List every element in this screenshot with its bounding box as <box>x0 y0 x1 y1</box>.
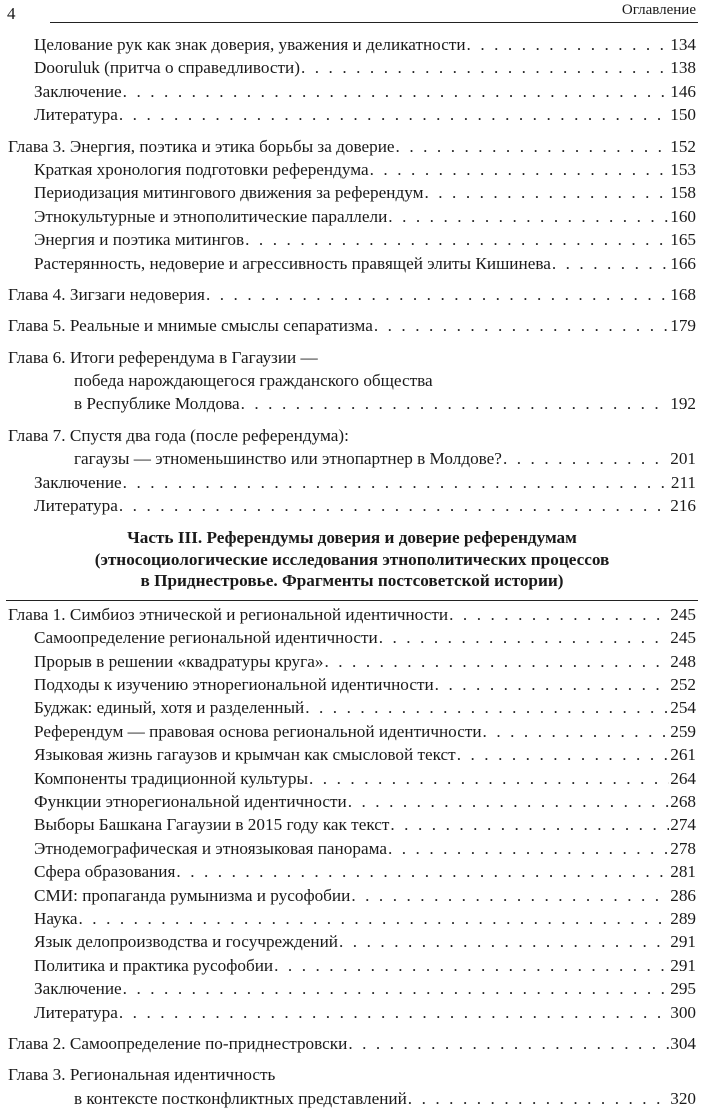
toc-entry[interactable] <box>0 56 704 79</box>
toc-entry-page: 165 <box>670 230 696 250</box>
toc-entry-title: Заключение <box>34 979 122 999</box>
table-of-contents <box>0 33 704 1110</box>
toc-entry[interactable] <box>0 720 704 743</box>
toc-entry[interactable] <box>0 743 704 766</box>
toc-entry[interactable] <box>0 977 704 1000</box>
toc-entry[interactable] <box>0 813 704 836</box>
leader-dots <box>449 603 669 626</box>
toc-entry-page: 138 <box>670 58 696 78</box>
toc-entry-title: Язык делопроизводства и госучреждений <box>34 932 339 952</box>
toc-entry-title: Энергия и поэтика митингов <box>34 230 245 250</box>
toc-entry-title: Референдум — правовая основа региональной идентичности <box>34 721 482 741</box>
toc-entry-page: 252 <box>670 675 696 695</box>
leader-dots <box>388 837 669 860</box>
toc-entry-page: 278 <box>670 838 696 858</box>
toc-entry-title: Заключение <box>34 472 122 492</box>
toc-entry-title: Самоопределение региональной идентичности <box>34 628 378 648</box>
spacer <box>0 338 704 346</box>
toc-entry-page: 216 <box>670 496 696 516</box>
leader-dots <box>351 884 669 907</box>
toc-entry-title: Краткая хронология подготовки референдума <box>34 159 369 179</box>
toc-chapter[interactable] <box>0 314 704 337</box>
leader-dots <box>348 1032 669 1055</box>
toc-chapter-page: 168 <box>670 284 696 304</box>
toc-entry[interactable] <box>0 181 704 204</box>
leader-dots <box>309 767 669 790</box>
toc-entry-title: Политика и практика русофобии <box>34 955 274 975</box>
part-divider <box>6 600 698 601</box>
toc-chapter-title: Глава 5. Реальные и мнимые смыслы сепаратизма <box>8 316 373 336</box>
toc-entry[interactable] <box>0 252 704 275</box>
leader-dots <box>119 494 669 517</box>
leader-dots <box>424 181 669 204</box>
toc-entry-page: 286 <box>670 885 696 905</box>
toc-entry-page: 281 <box>670 862 696 882</box>
toc-entry-title: Целование рук как знак доверия, уважения и деликатности <box>34 35 466 54</box>
leader-dots <box>503 447 669 470</box>
toc-chapter-line[interactable] <box>0 1087 704 1110</box>
toc-entry-title: Растерянность, недоверие и агрессивность правящей элиты Кишинева <box>34 253 551 273</box>
toc-entry-title: Этнодемографическая и этноязыковая панорама <box>34 838 387 858</box>
leader-dots <box>119 103 669 126</box>
toc-chapter-line[interactable] <box>0 447 704 470</box>
toc-chapter-page: 320 <box>670 1088 696 1108</box>
leader-dots <box>78 907 669 930</box>
toc-entry-page: 254 <box>670 698 696 718</box>
leader-dots <box>457 743 670 766</box>
toc-chapter-title: Глава 6. Итоги референдума в Гагаузии — <box>8 347 318 367</box>
leader-dots <box>245 228 669 251</box>
spacer <box>0 416 704 424</box>
leader-dots <box>435 673 670 696</box>
toc-entry[interactable] <box>0 205 704 228</box>
toc-chapter-page: 245 <box>670 604 696 624</box>
toc-entry[interactable] <box>0 696 704 719</box>
toc-chapter-page: 201 <box>670 449 696 469</box>
header-rule <box>50 22 698 23</box>
leader-dots <box>467 33 670 56</box>
toc-entry[interactable] <box>0 494 704 517</box>
leader-dots <box>388 205 669 228</box>
toc-entry[interactable] <box>0 767 704 790</box>
toc-chapter[interactable] <box>0 135 704 158</box>
toc-entry[interactable] <box>0 80 704 103</box>
spacer <box>0 1055 704 1063</box>
toc-chapter[interactable] <box>0 283 704 306</box>
spacer <box>0 306 704 314</box>
spacer <box>0 1024 704 1032</box>
toc-entry[interactable] <box>0 930 704 953</box>
part-heading-line: в Приднестровье. Фрагменты постсоветской истории) <box>140 571 564 591</box>
toc-chapter-line[interactable] <box>0 392 704 415</box>
toc-chapter-title: Глава 1. Симбиоз этнической и региональной идентичности <box>8 604 449 624</box>
leader-dots <box>324 650 669 673</box>
leader-dots <box>390 813 669 836</box>
toc-chapter-title-cont: в Республике Молдова <box>74 394 240 414</box>
leader-dots <box>176 860 669 883</box>
toc-entry[interactable] <box>0 626 704 649</box>
toc-entry-title: Сфера образования <box>34 862 176 882</box>
leader-dots <box>119 1001 669 1024</box>
toc-chapter-page: 304 <box>670 1033 696 1053</box>
toc-entry-title: Заключение <box>34 81 122 101</box>
page-number: 4 <box>7 4 16 23</box>
toc-chapter-line[interactable] <box>0 369 704 392</box>
leader-dots <box>123 80 670 103</box>
running-head: Оглавление <box>616 2 696 19</box>
toc-entry-title: Литература <box>34 105 118 125</box>
toc-chapter-title-cont: в контексте постконфликтных представлений <box>74 1088 407 1108</box>
toc-chapter-page: 192 <box>670 394 696 414</box>
leader-dots <box>274 954 669 977</box>
toc-chapter-title: Глава 7. Спустя два года (после референдума): <box>8 425 349 445</box>
toc-entry-page: 211 <box>670 472 696 492</box>
toc-entry[interactable] <box>0 790 704 813</box>
toc-entry[interactable] <box>0 650 704 673</box>
leader-dots <box>374 314 669 337</box>
leader-dots <box>241 392 670 415</box>
leader-dots <box>379 626 670 649</box>
part-heading-line: (этносоциологические исследования этнополитических процессов <box>94 549 610 569</box>
toc-entry-page: 160 <box>670 206 696 226</box>
toc-entry-page: 248 <box>670 651 696 671</box>
toc-entry-page: 259 <box>670 721 696 741</box>
leader-dots <box>348 790 670 813</box>
leader-dots <box>396 135 670 158</box>
toc-entry-title: Периодизация митингового движения за референдум <box>34 183 424 203</box>
leader-dots <box>305 696 669 719</box>
spacer <box>0 275 704 283</box>
toc-chapter-title-cont: гагаузы — этноменьшинство или этнопартнер в Молдове? <box>74 449 502 469</box>
leader-dots <box>370 158 670 181</box>
toc-entry[interactable] <box>0 907 704 930</box>
leader-dots <box>123 977 670 1000</box>
toc-entry-title: Dooruluk (притча о справедливости) <box>34 58 300 78</box>
toc-chapter-title: Глава 4. Зигзаги недоверия <box>8 284 205 304</box>
toc-entry-page: 166 <box>670 253 696 273</box>
toc-entry-title: Выборы Башкана Гагаузии в 2015 году как текст <box>34 815 390 835</box>
toc-chapter-page: 152 <box>670 136 696 156</box>
toc-entry-title: Прорыв в решении «квадратуры круга» <box>34 651 324 671</box>
toc-entry[interactable] <box>0 103 704 126</box>
leader-dots <box>123 471 670 494</box>
toc-entry-title: Литература <box>34 1002 118 1022</box>
toc-entry-page: 146 <box>670 81 696 101</box>
toc-entry[interactable] <box>0 471 704 494</box>
toc-chapter-title: Глава 3. Региональная идентичность <box>8 1065 276 1085</box>
toc-entry-title: Языковая жизнь гагаузов и крымчан как смысловой текст <box>34 745 456 765</box>
spacer <box>0 127 704 135</box>
toc-chapter[interactable] <box>0 603 704 626</box>
toc-entry[interactable] <box>0 954 704 977</box>
toc-entry[interactable] <box>0 837 704 860</box>
toc-entry-page: 150 <box>670 105 696 125</box>
toc-entry[interactable] <box>0 1001 704 1024</box>
toc-entry-page: 261 <box>670 745 696 765</box>
page-header <box>0 0 704 30</box>
toc-entry-page: 245 <box>670 628 696 648</box>
leader-dots <box>339 930 669 953</box>
toc-entry[interactable] <box>0 860 704 883</box>
toc-entry-title: Литература <box>34 496 118 516</box>
toc-chapter-page: 179 <box>670 316 696 336</box>
toc-entry-page: 289 <box>670 909 696 928</box>
toc-chapter-title: Глава 3. Энергия, поэтика и этика борьбы за доверие <box>8 136 395 156</box>
toc-entry-title: Наука <box>34 909 78 928</box>
leader-dots <box>301 56 669 79</box>
toc-entry-page: 291 <box>670 932 696 952</box>
toc-entry-page: 268 <box>670 792 696 812</box>
leader-dots <box>206 283 669 306</box>
toc-entry-page: 158 <box>670 183 696 203</box>
toc-entry[interactable] <box>0 673 704 696</box>
toc-chapter[interactable] <box>0 1032 704 1055</box>
toc-entry-page: 295 <box>670 979 696 999</box>
toc-entry-page: 300 <box>670 1002 696 1022</box>
toc-entry-title: Функции этнорегиональной идентичности <box>34 792 347 812</box>
part-heading-line: Часть III. Референдумы доверия и доверие референдумам <box>127 528 577 548</box>
part-heading <box>0 527 704 592</box>
toc-entry-title: Буджак: единый, хотя и разделенный <box>34 698 305 718</box>
leader-dots <box>483 720 670 743</box>
toc-entry-page: 153 <box>670 159 696 179</box>
leader-dots <box>552 252 669 275</box>
toc-entry[interactable] <box>0 884 704 907</box>
toc-entry-page: 291 <box>670 955 696 975</box>
toc-chapter-title-cont: победа нарождающегося гражданского общества <box>74 371 433 391</box>
toc-entry-page: 264 <box>670 768 696 788</box>
toc-chapter-line[interactable] <box>0 1063 704 1086</box>
toc-chapter-line[interactable] <box>0 346 704 369</box>
toc-entry[interactable] <box>0 158 704 181</box>
toc-entry-title: СМИ: пропаганда румынизма и русофобии <box>34 885 351 905</box>
toc-entry-page: 274 <box>670 815 696 835</box>
toc-entry-title: Компоненты традиционной культуры <box>34 768 309 788</box>
toc-entry-title: Подходы к изучению этнорегиональной идентичности <box>34 675 434 695</box>
toc-entry[interactable] <box>0 33 704 56</box>
toc-entry[interactable] <box>0 228 704 251</box>
toc-entry-title: Этнокультурные и этнополитические параллели <box>34 206 388 226</box>
leader-dots <box>408 1087 669 1110</box>
toc-chapter-line[interactable] <box>0 424 704 447</box>
toc-entry-page: 134 <box>670 35 696 54</box>
toc-chapter-title: Глава 2. Самоопределение по-приднестровски <box>8 1033 348 1053</box>
